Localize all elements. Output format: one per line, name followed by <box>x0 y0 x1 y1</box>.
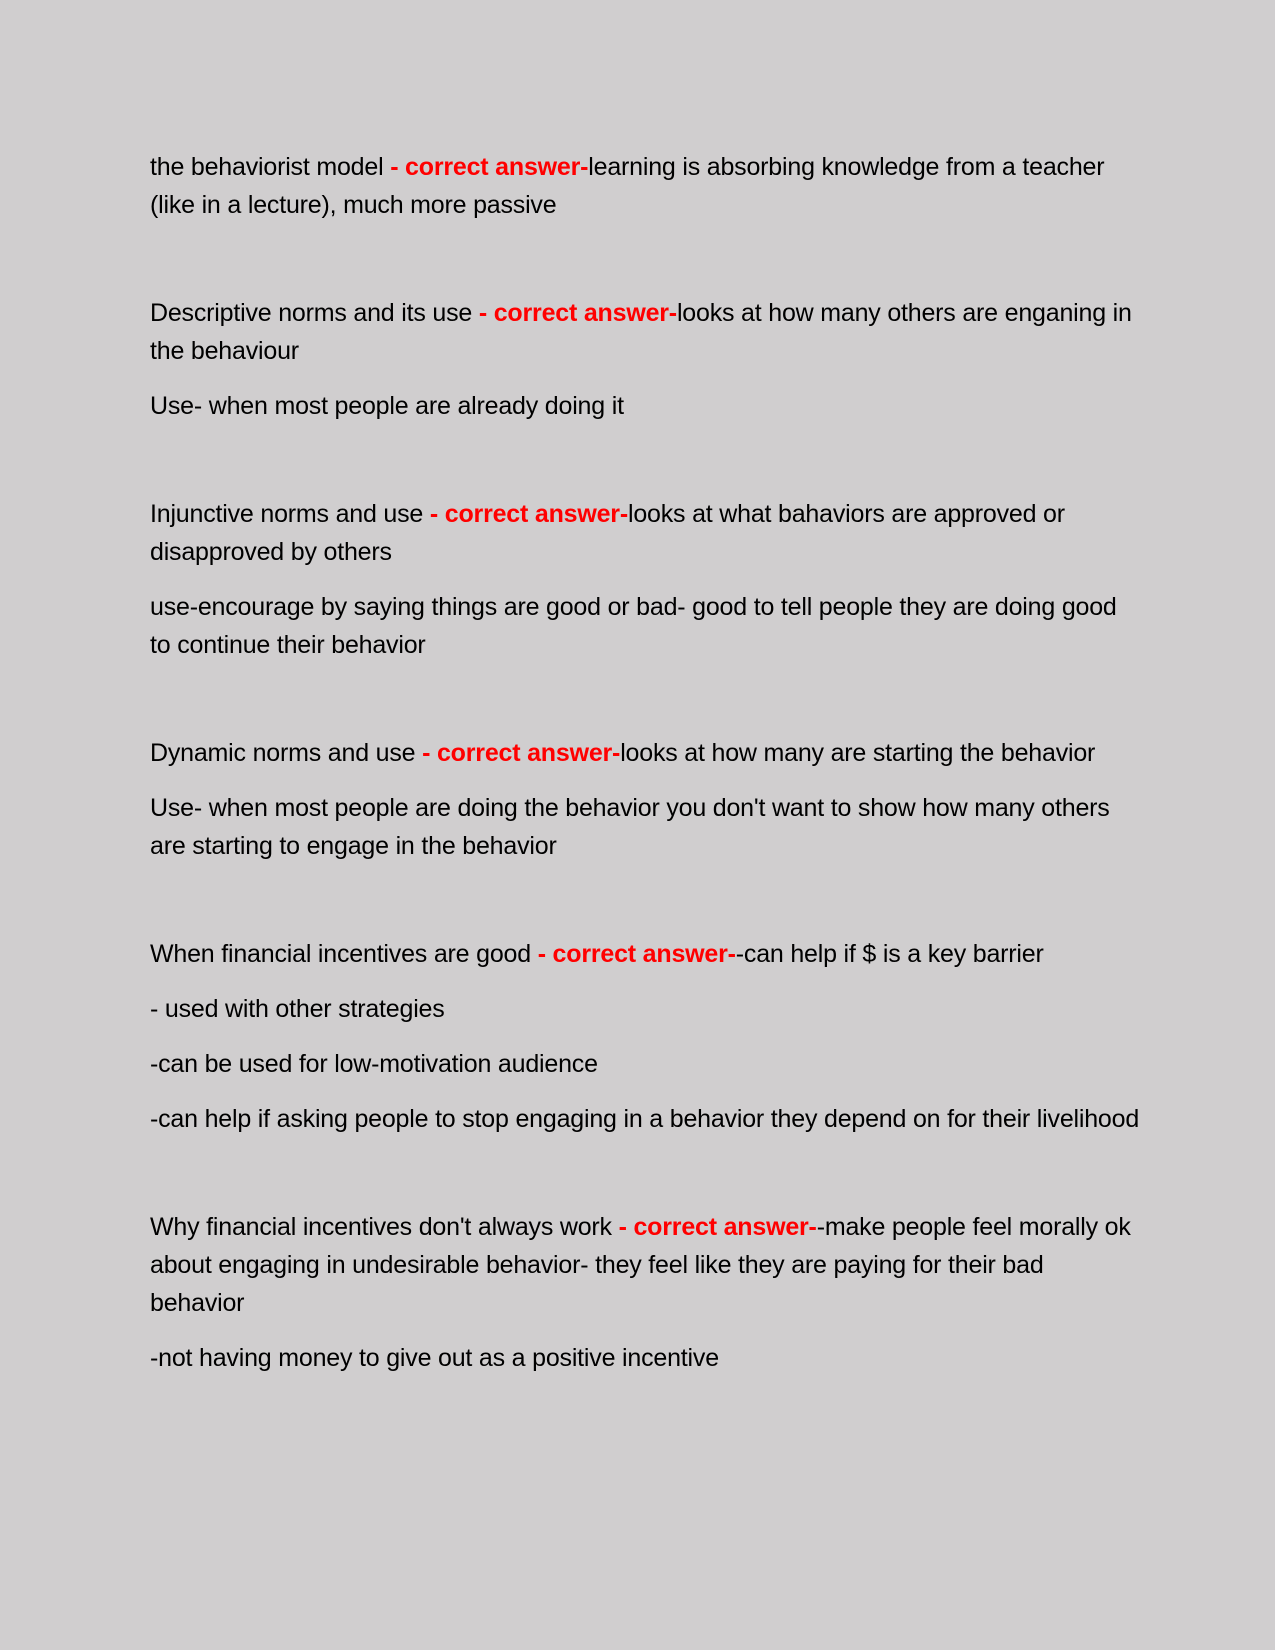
definition-text: learning is absorbing knowledge from a teacher (like in a lecture), much more passive <box>150 153 1105 219</box>
flashcard-entry <box>150 935 1140 1138</box>
extra-note: -can help if asking people to stop engaging in a behavior they depend on for their livelihood <box>150 1105 1140 1133</box>
flashcard-entry <box>150 148 1140 224</box>
correct-answer-marker: - correct answer- <box>618 1213 817 1241</box>
question-answer-line <box>150 294 1140 370</box>
definition-text: -can help if $ is a key barrier <box>735 940 1044 968</box>
correct-answer-marker: - correct answer- <box>429 500 628 528</box>
term-text: the behaviorist model <box>150 153 391 181</box>
extra-note: Use- when most people are already doing it <box>150 392 624 420</box>
term-text: Dynamic norms and use <box>150 739 423 767</box>
flashcard-entry <box>150 495 1140 664</box>
question-answer-line <box>150 1208 1140 1322</box>
correct-answer-marker: - correct answer- <box>478 299 677 327</box>
flashcard-entry <box>150 294 1140 425</box>
term-text: When financial incentives are good <box>150 940 538 968</box>
definition-text: looks at how many are starting the behavior <box>620 739 1096 767</box>
extra-note: -can be used for low-motivation audience <box>150 1050 598 1078</box>
document-page <box>150 148 1140 1447</box>
extra-note: Use- when most people are doing the behavior you don't want to show how many others are starting to engage in the behavior <box>150 794 1110 860</box>
term-text: Why financial incentives don't always work <box>150 1213 619 1241</box>
correct-answer-marker: - correct answer- <box>537 940 736 968</box>
flashcard-entry <box>150 734 1140 865</box>
question-answer-line <box>150 935 1140 973</box>
question-answer-line <box>150 148 1140 224</box>
definition-text: -make people feel morally ok about engaging in undesirable behavior- they feel like they are paying for their bad behavior <box>150 1213 1131 1317</box>
extra-note: use-encourage by saying things are good or bad- good to tell people they are doing good to continue their behavior <box>150 593 1117 659</box>
correct-answer-marker: - correct answer- <box>390 153 589 181</box>
question-answer-line <box>150 734 1140 772</box>
definition-text: looks at how many others are enganing in the behaviour <box>150 299 1132 365</box>
flashcard-entry <box>150 1208 1140 1377</box>
question-answer-line <box>150 495 1140 571</box>
extra-note: -not having money to give out as a positive incentive <box>150 1344 719 1372</box>
correct-answer-marker: - correct answer- <box>422 739 621 767</box>
extra-note: - used with other strategies <box>150 995 445 1023</box>
definition-text: looks at what bahaviors are approved or disapproved by others <box>150 500 1065 566</box>
term-text: Descriptive norms and its use <box>150 299 479 327</box>
term-text: Injunctive norms and use <box>150 500 430 528</box>
